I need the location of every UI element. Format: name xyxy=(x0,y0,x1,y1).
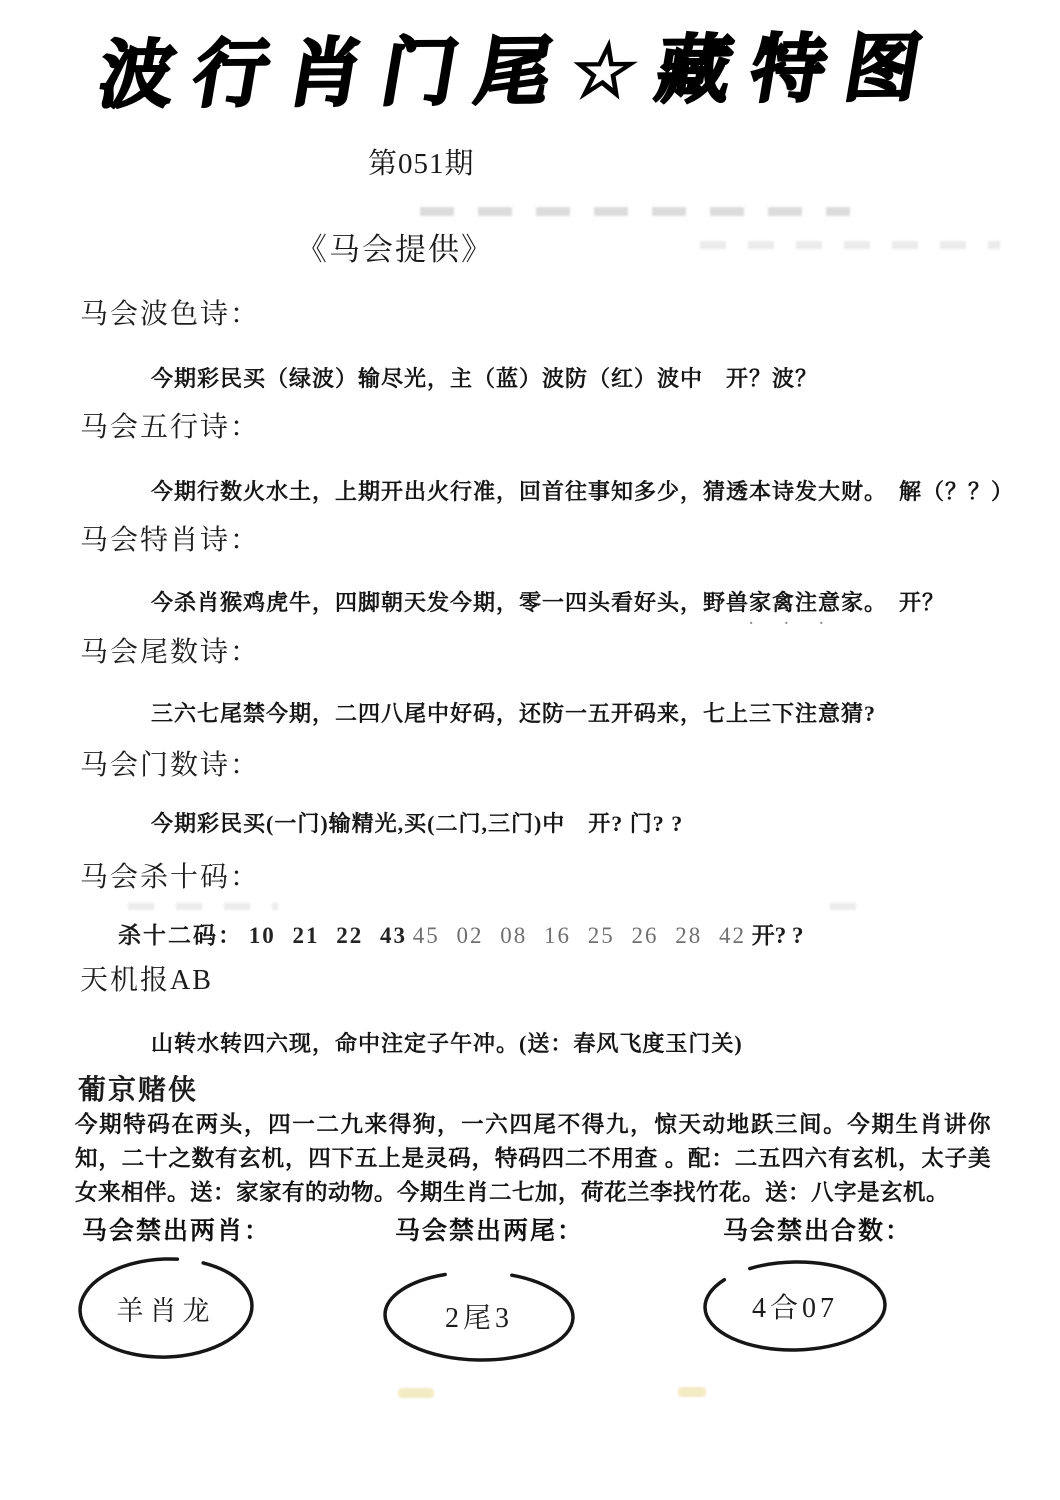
section-heading-texiao: 马会特肖诗： xyxy=(80,525,261,556)
forbidden-tails-circle xyxy=(380,1268,578,1364)
sheet-title: 波行肖门尾☆藏特图 xyxy=(92,25,948,119)
section-heading-menshu: 马会门数诗： xyxy=(80,750,261,781)
section-poem-wuxing: 今期行数火水土，上期开出火行准，回首往事知多少，猜透本诗发大财。 解（？？） xyxy=(151,479,1015,504)
section-heading-shashima: 马会杀十码： xyxy=(80,862,261,893)
scan-smudge-yellow-2 xyxy=(678,1387,706,1397)
scan-smudge-top-2 xyxy=(700,241,1000,249)
kill-codes-line xyxy=(118,917,804,950)
issue-number: 第051期 xyxy=(368,148,475,180)
section-heading-wuxing: 马会五行诗： xyxy=(80,412,261,443)
forbidden-sum-circle xyxy=(700,1258,890,1354)
section-poem-bose: 今期彩民买（绿波）输尽光，主（蓝）波防（红）波中 开？波？ xyxy=(151,366,819,391)
section-heading-tianji: 天机报AB xyxy=(80,965,213,996)
section-poem-texiao: 今杀肖猴鸡虎牛，四脚朝天发今期，零一四头看好头，野兽家禽注意家。 开？ xyxy=(151,590,946,615)
tianji-poem: 山转水转四六现，命中注定子午冲。(送：春风飞度玉门关) xyxy=(151,1031,743,1056)
section-heading-bose: 马会波色诗： xyxy=(80,299,261,330)
kill-codes-label: 杀十二码： xyxy=(118,923,243,948)
section-poem-menshu: 今期彩民买(一门)输精光,买(二门,三门)中 开? 门? ? xyxy=(151,811,684,836)
forbidden-zodiac-circle xyxy=(75,1255,257,1361)
scan-dots-artifact: · · · xyxy=(748,613,837,634)
kill-codes-dark-numbers: 10 21 22 43 xyxy=(248,923,407,948)
forbidden-zodiac-value: 羊肖龙 xyxy=(116,1295,216,1326)
section-heading-weishu: 马会尾数诗： xyxy=(80,637,261,668)
scan-smudge-yellow-1 xyxy=(398,1388,434,1398)
section-heading-pujing: 葡京赌侠 xyxy=(78,1075,199,1106)
scan-smudge-killline-2 xyxy=(830,903,878,910)
forbidden-heading-sum: 马会禁出合数： xyxy=(723,1216,913,1245)
kill-codes-suffix: 开? ? xyxy=(751,923,804,948)
section-poem-weishu: 三六七尾禁今期，二四八尾中好码，还防一五开码来，七上三下注意猜? xyxy=(151,701,877,726)
scan-smudge-top xyxy=(420,207,850,216)
provider-line: 《马会提供》 xyxy=(296,232,494,267)
forbidden-heading-zodiac: 马会禁出两肖： xyxy=(82,1216,272,1245)
forbidden-tails-value: 2尾3 xyxy=(444,1303,513,1334)
kill-codes-gray-numbers: 45 02 08 16 25 26 28 42 xyxy=(412,923,746,948)
forbidden-sum-value: 4合07 xyxy=(751,1293,838,1324)
scan-smudge-killline xyxy=(128,903,278,910)
forbidden-heading-tails: 马会禁出两尾： xyxy=(395,1216,585,1245)
pujing-paragraph: 今期特码在两头，四一二九来得狗，一六四尾不得九，惊天动地跃三间。今期生肖讲你知，二十之数有玄机，四下五上是灵码，特码四二不用查 。配：二五四六有玄机，太子美女来相伴。送：家家有的动物。今期生肖二七加，荷花兰李找竹花。送：八字是玄机。 xyxy=(75,1112,991,1205)
